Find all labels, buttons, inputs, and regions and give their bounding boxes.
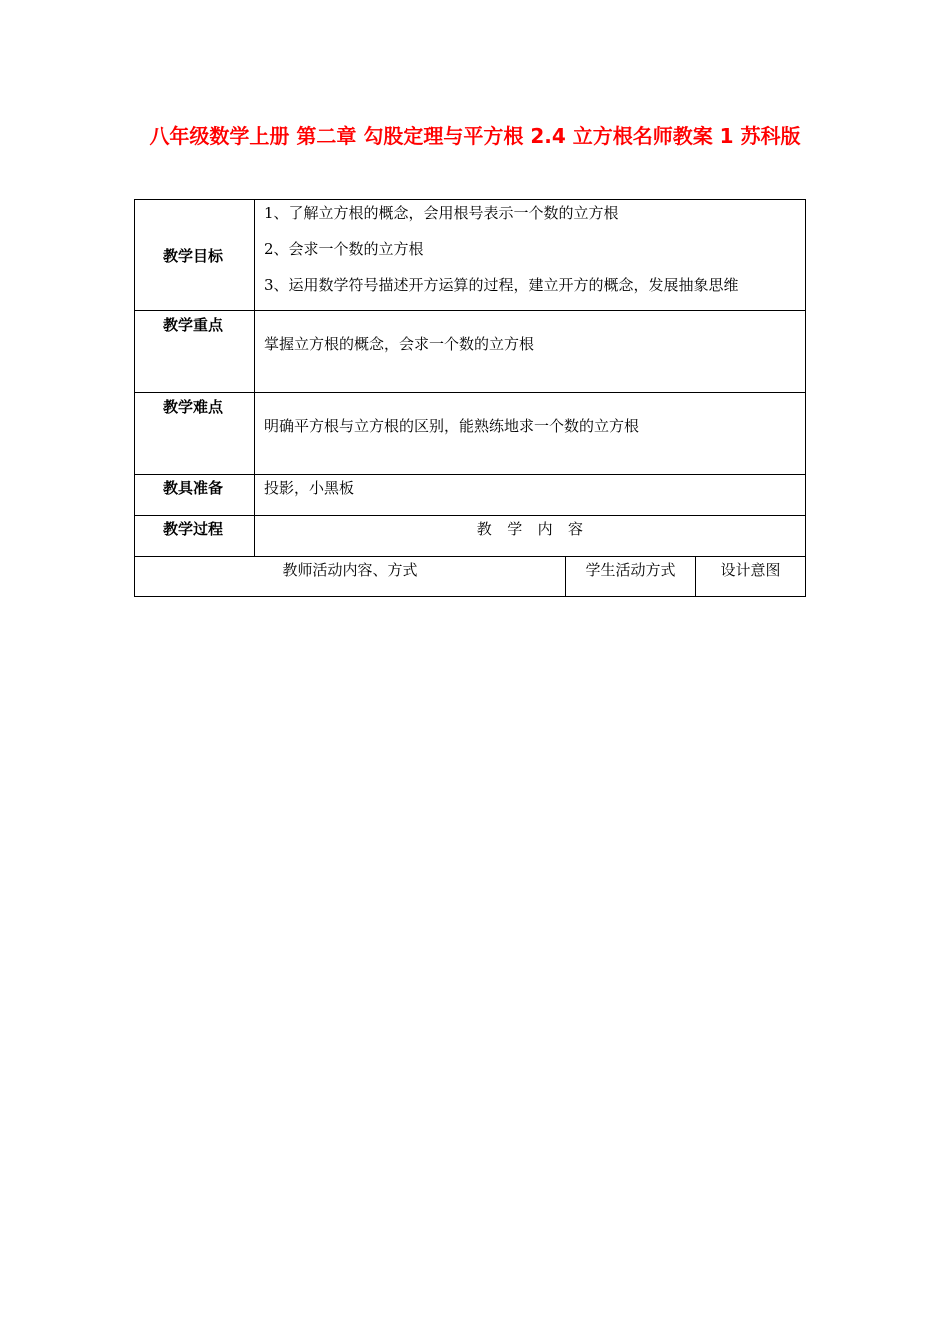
goal-item-3: 3、运用数学符号描述开方运算的过程，建立开方的概念，发展抽象思维 [264,276,739,294]
goals-label: 教学目标 [135,200,255,311]
teacher-activity-header: 教师活动内容、方式 [135,557,566,597]
student-activity-header: 学生活动方式 [566,557,696,597]
lesson-plan-table [134,199,806,597]
goals-content [255,200,806,311]
key-points-content: 掌握立方根的概念，会求一个数的立方根 [255,311,806,393]
activity-header-row [135,557,806,597]
key-points-row [135,311,806,393]
process-content-header: 教 学 内 容 [255,516,806,557]
goal-item-1: 1、了解立方根的概念，会用根号表示一个数的立方根 [264,204,619,222]
difficulties-row [135,393,806,475]
tools-content: 投影，小黑板 [255,475,806,516]
tools-row [135,475,806,516]
key-points-label: 教学重点 [135,311,255,393]
design-intent-header: 设计意图 [696,557,806,597]
goals-row [135,200,806,311]
process-label: 教学过程 [135,516,255,557]
difficulties-content: 明确平方根与立方根的区别，能熟练地求一个数的立方根 [255,393,806,475]
tools-label: 教具准备 [135,475,255,516]
page-title: 八年级数学上册 第二章 勾股定理与平方根 2.4 立方根名师教案 1 苏科版 [149,124,801,148]
difficulties-label: 教学难点 [135,393,255,475]
goal-item-2: 2、会求一个数的立方根 [264,240,424,258]
process-row [135,516,806,557]
